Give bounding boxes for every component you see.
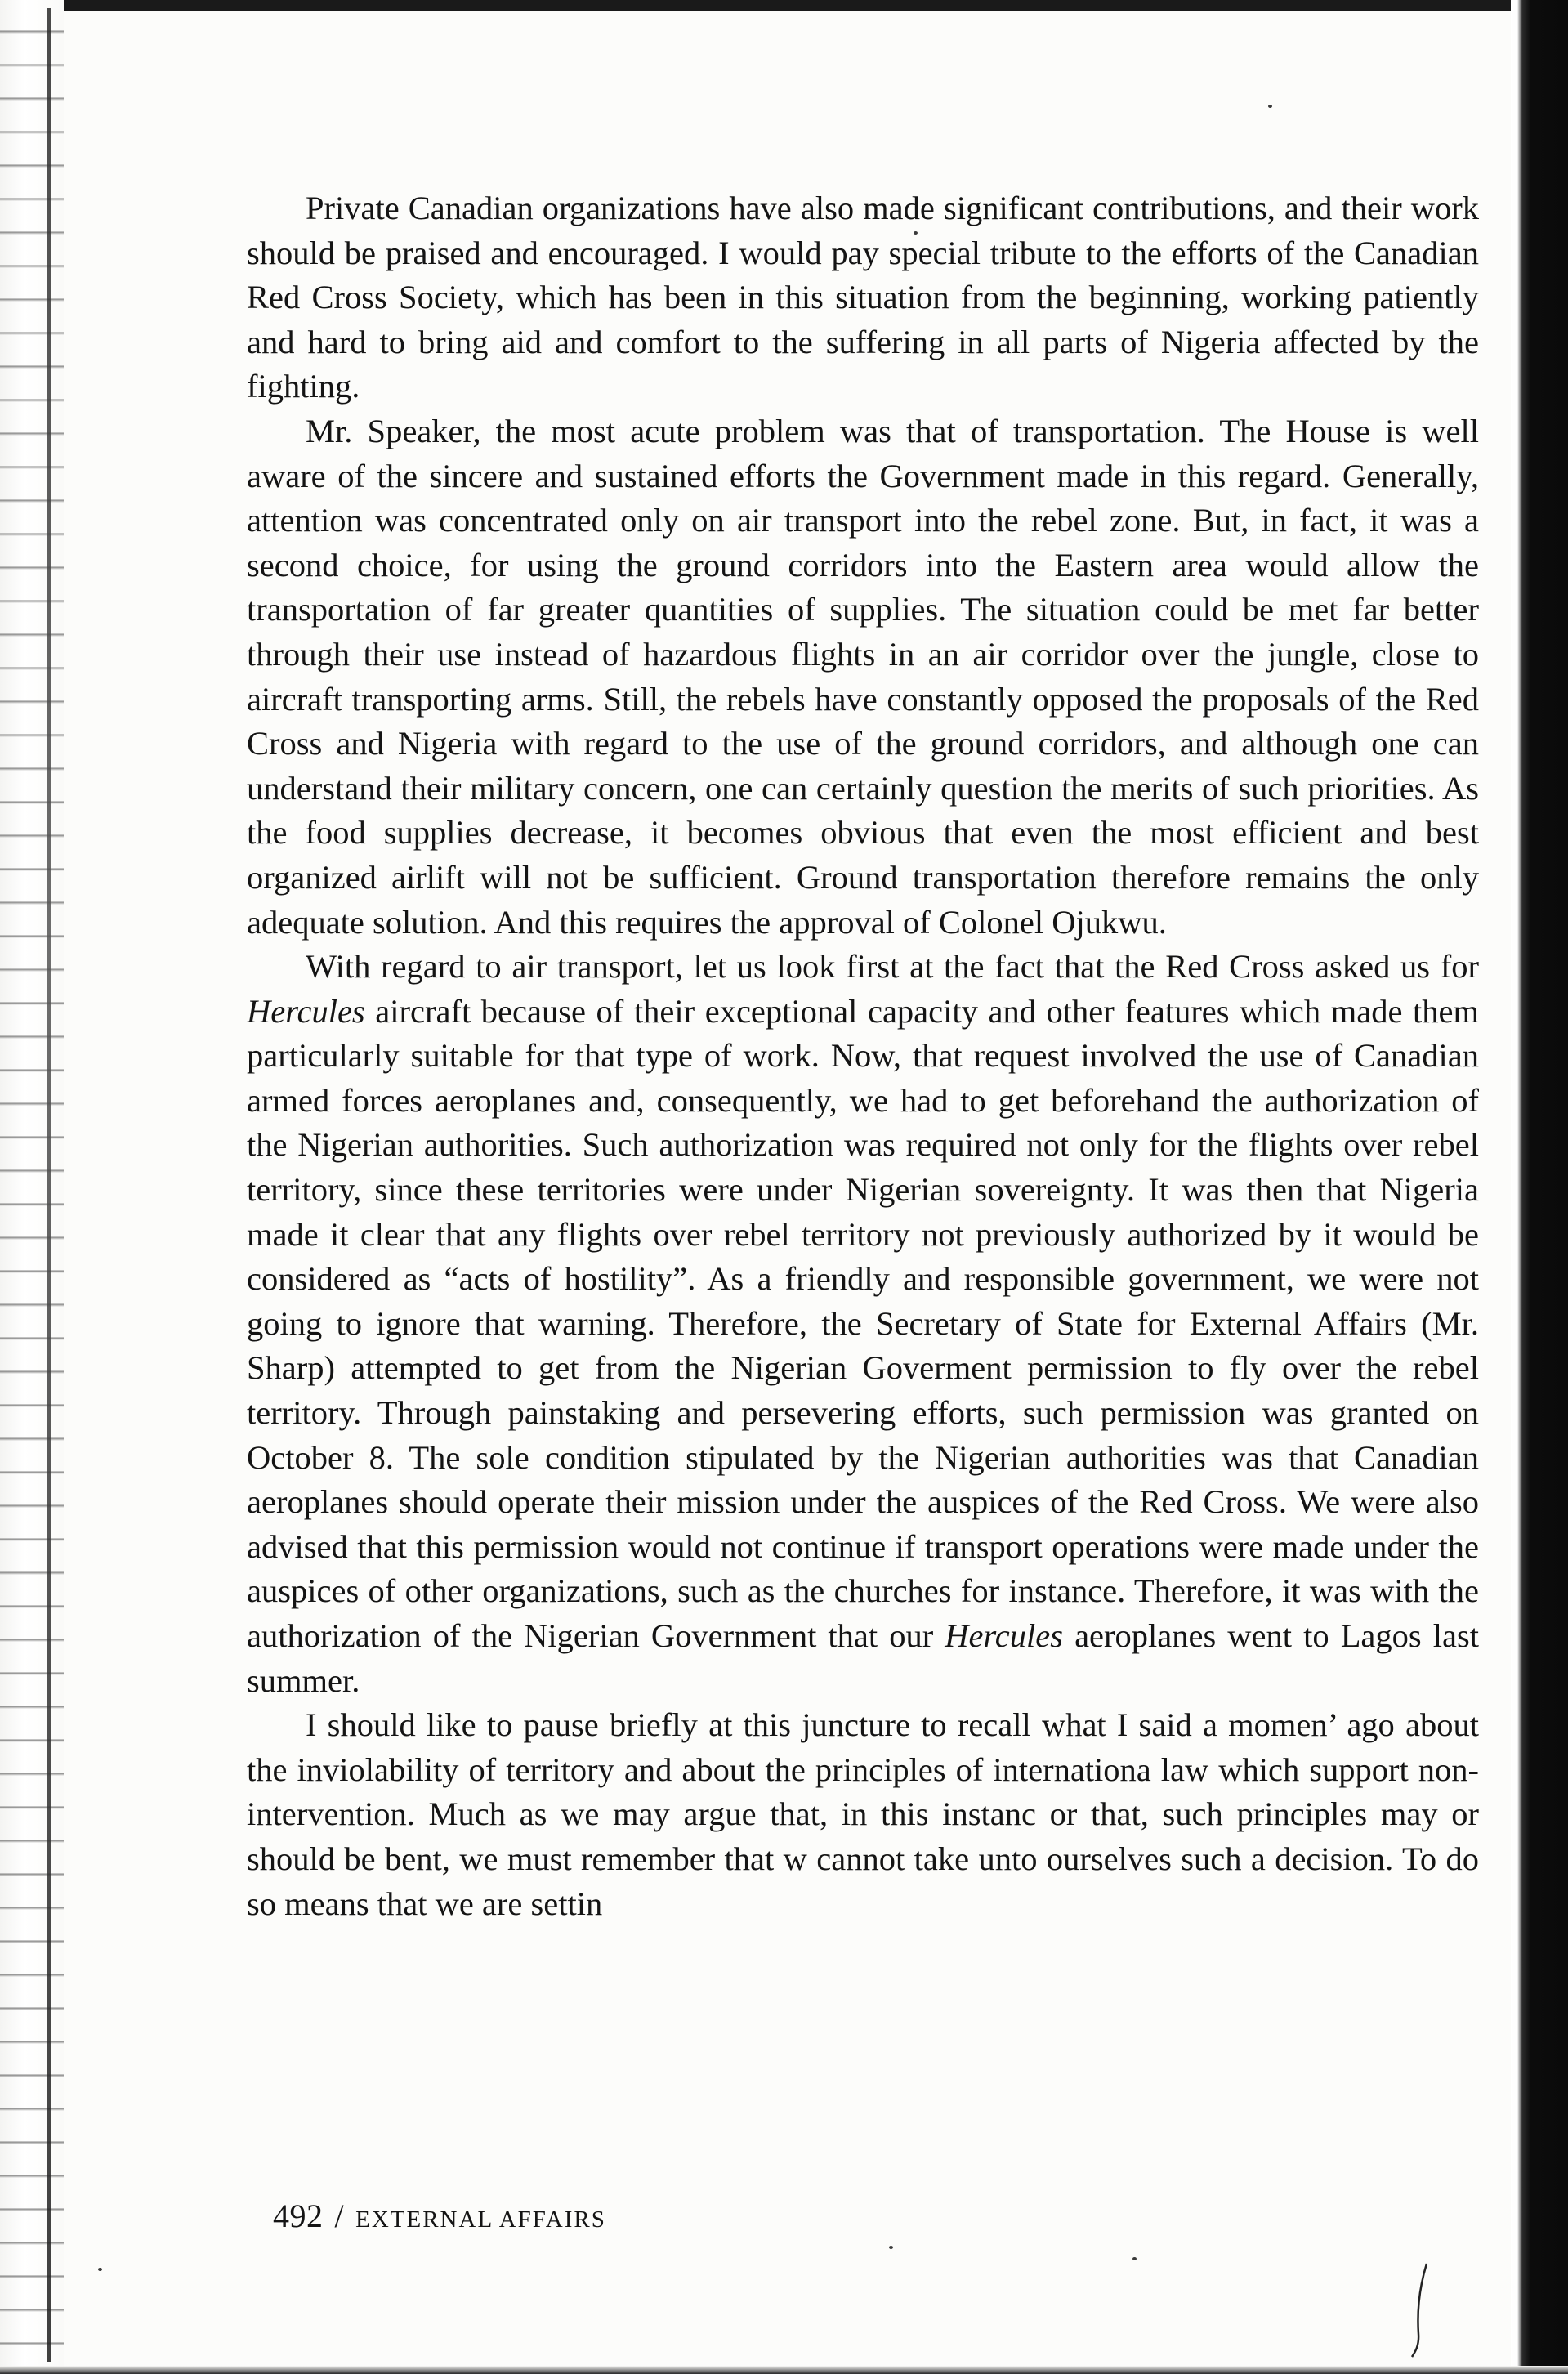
- paragraph-text: Private Canadian organizations have also made significant contributions, and their work should be praised and encouraged. I would pay special tribute to the efforts of the Canadian Red Cross Society, which has been in this situation from the beginning, working patiently and hard to bring aid and comfort to the suffering in all parts of Nigeria affected by the fighting.: [247, 190, 1479, 405]
- paragraph: [247, 1703, 1479, 1926]
- scan-speck: [889, 2246, 893, 2249]
- scan-speck: [1268, 105, 1272, 108]
- page-number: 492: [273, 2197, 324, 2234]
- scan-speck: [98, 2268, 102, 2271]
- page-top-edge: [0, 0, 1568, 11]
- paragraph: [247, 409, 1479, 945]
- paragraph-text: With regard to air transport, let us look first at the fact that the Red Cross asked us for: [306, 948, 1479, 986]
- body-text: [247, 186, 1479, 1926]
- paragraph: [247, 186, 1479, 409]
- binding-shadow: [47, 8, 51, 2362]
- running-title: EXTERNAL AFFAIRS: [355, 2206, 606, 2233]
- pencil-mark: [1409, 2260, 1433, 2358]
- paragraph-text: I should like to pause briefly at this juncture to recall what I said a momen’ ago about the inviolability of territory and about the principles of internationa law which support non-intervention. Much as we may argue that, in this instanc or that, such principles may or should be bent, we must remember that w cannot take unto ourselves such a decision. To do so means that we are settin: [247, 1706, 1479, 1922]
- paragraph: [247, 945, 1479, 1703]
- paragraph-text: aircraft because of their exceptional capacity and other features which made them particularly suitable for that type of work. Now, that request involved the use of Canadian armed forces aeroplanes and, consequently, we had to get beforehand the authorization of the Nigerian authorities. Such authorization was required not only for the flights over rebel territory, since these territories were under Nigerian sovereignty. It was then that Nigeria made it clear that any flights over rebel territory not previously authorized by it would be considered as “acts of hostility”. As a friendly and responsible government, we were not going to ignore that warning. Therefore, the Secretary of State for External Affairs (Mr. Sharp) attempted to get from the Nigerian Goverment permission to fly over the rebel territory. Through painstaking and persevering efforts, such permission was granted on October 8. The sole condition stipulated by the Nigerian authorities was that Canadian aeroplanes should operate their mission under the auspices of the Red Cross. We were also advised that this permission would not continue if transport operations were made under the auspices of other organizations, such as the churches for instance. Therefore, it was with the authorization of the Nigerian Government that our: [247, 992, 1479, 1654]
- paragraph-text: Mr. Speaker, the most acute problem was that of transportation. The House is well aware of the sincere and sustained efforts the Government made in this regard. Generally, attention was concentrated only on air transport into the rebel zone. But, in fact, it was a second choice, for using the ground corridors into the Eastern area would allow the transportation of far greater quantities of supplies. The situation could be met far better through their use instead of hazardous flights in an air corridor over the jungle, close to aircraft transporting arms. Still, the rebels have constantly opposed the proposals of the Red Cross and Nigeria with regard to the use of the ground corridors, and although one can understand their military concern, one can certainly question the merits of such priorities. As the food supplies decrease, it becomes obvious that even the most efficient and best organized airlift will not be sufficient. Ground transportation therefore remains the only adequate solution. And this requires the approval of Colonel Ojukwu.: [247, 412, 1479, 941]
- page-footer: [273, 2198, 606, 2238]
- page-left-edge: [0, 0, 64, 2374]
- footer-separator: /: [334, 2197, 345, 2234]
- page-bottom-edge: [0, 2366, 1568, 2374]
- italic-text: Hercules: [945, 1617, 1063, 1654]
- page-right-edge: [1511, 0, 1568, 2374]
- italic-text: Hercules: [247, 992, 365, 1030]
- paragraph-text: aeroplanes went to Lagos last summer.: [247, 1617, 1479, 1699]
- scan-speck: [1132, 2257, 1137, 2260]
